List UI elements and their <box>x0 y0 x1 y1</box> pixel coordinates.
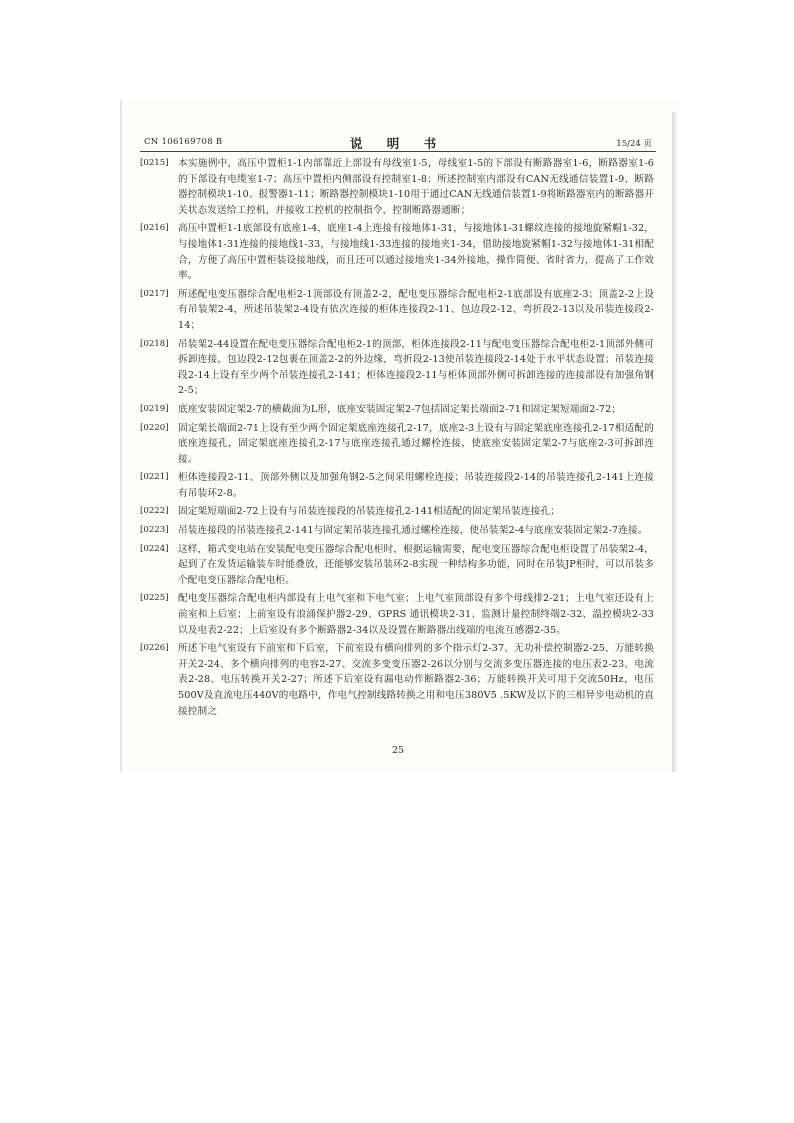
paragraph-text: 吊装连接段的吊装连接孔2-141与固定架吊装连接孔通过螺栓连接，使吊装架2-4与底座安装固定架2-7连接。 <box>178 525 648 537</box>
paragraph-0219 <box>140 402 654 418</box>
paragraph-number: [0226] <box>140 643 169 654</box>
paragraph-0224 <box>140 542 654 589</box>
paragraph-number: [0223] <box>140 525 169 536</box>
paragraph-number: [0216] <box>140 223 169 234</box>
header-rule <box>140 151 656 152</box>
page-header <box>140 134 656 150</box>
paragraph-text: 配电变压器综合配电柜内部设有上电气室和下电气室；上电气室顶部设有多个母线排2-21；上电气室还设有上前室和上后室；上前室设有浪涌保护器2-29、GPRS 通讯模块2-31、监测计量控制终端2-32、温控模块2-33以及电表2-22；上后室设有多个断路器2-34以及设置在断路器出线端的电流互感器2-35。 <box>178 593 654 636</box>
paragraph-text: 所述下电气室设有下前室和下后室，下前室设有横向排列的多个指示灯2-37、无功补偿控制器2-25、万能转换开关2-24、多个横向排列的电容2-27、交流多变变压器2-26以分别与交流多变压器连接的电压表2-23、电流表2-28、电压转换开关2-27；所述下后室设有漏电动作断路器2-36；万能转换开关可用于交流50Hz，电压500V及直流电压440V的电路中，作电气控制线路转换之用和电压380V5 .5KW及以下的三相异步电动机的直接控制之 <box>178 643 654 717</box>
paragraph-number: [0217] <box>140 288 169 299</box>
paragraph-0216 <box>140 221 654 283</box>
paragraph-number: [0215] <box>140 158 169 168</box>
patent-number: CN 106169708 B <box>144 137 223 147</box>
paragraph-text: 高压中置柜1-1底部设有底座1-4，底座1-4上连接有接地体1-31，与接地体1-31螺纹连接的接地旋紧帽1-32，与接地体1-31连接的接地线1-33，与接地线1-33连接的接地夹1-34，借助接地旋紧帽1-32与接地体1-31相配合，方便了高压中置柜装设接地线，而且还可以通过接地夹1-34外接地，操作简便、省时省力，提高了工作效率。 <box>178 223 654 282</box>
paragraph-number: [0224] <box>140 543 169 554</box>
paragraph-0225 <box>140 591 654 638</box>
paragraph-0220 <box>140 421 654 468</box>
document-title: 说 明 书 <box>349 136 447 151</box>
paragraph-0223 <box>140 523 654 539</box>
page-reference: 15/24 页 <box>616 139 652 149</box>
paragraph-0226 <box>140 641 654 719</box>
paragraph-0215 <box>140 156 654 218</box>
paragraph-0218 <box>140 337 654 399</box>
paragraph-number: [0225] <box>140 593 169 604</box>
page-number: 25 <box>391 745 405 756</box>
paragraph-text: 这样，箱式变电站在安装配电变压器综合配电柜时，根据运输需要，配电变压器综合配电柜设置了吊装架2-4，起到了在发货运输装车时能叠放，还能够安装吊装环2-8实现一种结构多功能，同时在吊装JP柜时，可以吊装多个配电变压器综合配电柜。 <box>178 543 654 586</box>
paragraph-0221 <box>140 470 654 501</box>
paragraph-0217 <box>140 287 654 334</box>
paragraph-text: 固定架短端面2-72上设有与吊装连接段的吊装连接孔2-141相适配的固定架吊装连接孔； <box>178 506 560 518</box>
paragraph-text: 所述配电变压器综合配电柜2-1顶部设有顶盖2-2，配电变压器综合配电柜2-1底部设有底座2-3；顶盖2-2上设有吊装架2-4，所述吊装架2-4设有依次连接的柜体连接段2-11、包边段2-12、弯折段2-13以及吊装连接段2-14； <box>178 288 654 331</box>
paragraph-text: 柜体连接段2-11、顶部外侧以及加强角钢2-5之间采用螺栓连接；吊装连接段2-14的吊装连接孔2-141上连接有吊装环2-8。 <box>178 472 654 499</box>
paragraph-number: [0221] <box>140 472 169 483</box>
paragraph-number: [0218] <box>140 338 169 349</box>
paragraph-text: 吊装架2-44设置在配电变压器综合配电柜2-1的顶部，柜体连接段2-11与配电变压器综合配电柜2-1顶部外侧可拆卸连接，包边段2-12包裹在顶盖2-2的外边缘，弯折段2-13使吊装连接段2-14处于水平状态设置；吊装连接段2-14上设有至少两个吊装连接孔2-141；柜体连接段2-11与柜体顶部外侧可拆卸连接的连接部设有加强角钢2-5； <box>178 338 654 397</box>
paragraph-text: 底座安装固定架2-7的横截面为L形，底座安装固定架2-7包括固定架长端面2-71和固定架短端面2-72； <box>178 403 622 415</box>
paragraph-0222 <box>140 504 654 520</box>
page-edge-shadow <box>672 112 678 772</box>
paragraph-text: 本实施例中，高压中置柜1-1内部靠近上部设有母线室1-5，母线室1-5的下部设有断路器室1-6，断路器室1-6的下部设有电缆室1-7；高压中置柜内侧部设有控制室1-8；所述控制室内部设有CAN无线通信装置1-9、断路器控制模块1-10、报警器1-11；断路器控制模块1-10用于通过CAN无线通信装置1-9将断路器室内的断路器开关状态发送给工控机，并接收工控机的控制指令，控制断路器通断； <box>178 158 654 216</box>
paragraph-number: [0222] <box>140 506 169 517</box>
paragraph-number: [0220] <box>140 422 169 433</box>
paragraph-number: [0219] <box>140 403 169 414</box>
paragraph-text: 固定架长端面2-71上设有至少两个固定架底座连接孔2-17，底座2-3上设有与固定架底座连接孔2-17相适配的底座连接孔，固定架底座连接孔2-17与底座连接孔通过螺栓连接，使底座安装固定架2-7与底座2-3可拆卸连接。 <box>178 422 654 465</box>
document-body <box>140 156 654 722</box>
